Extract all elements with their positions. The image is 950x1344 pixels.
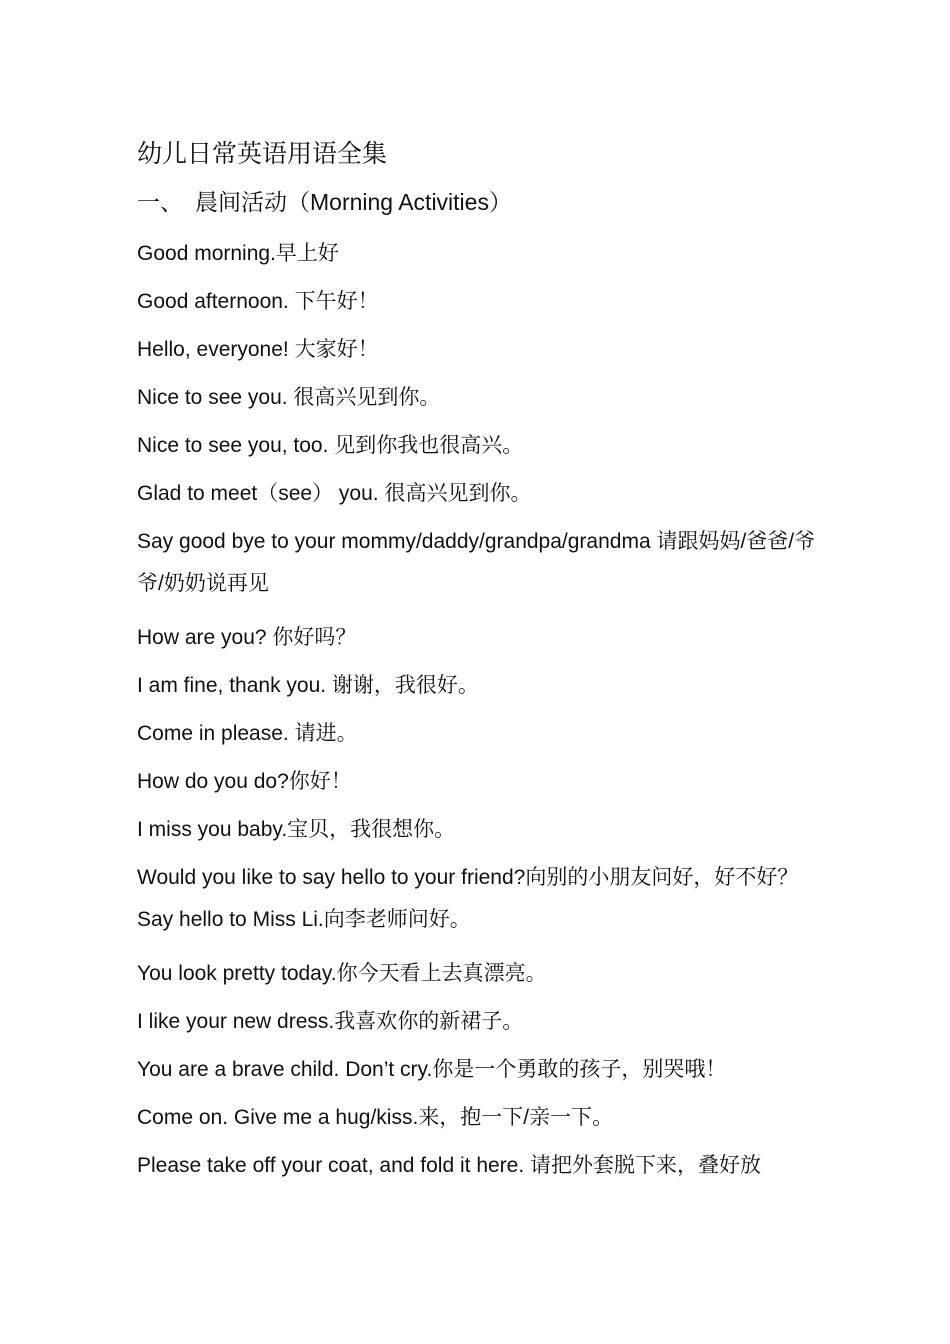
phrase-line: Good morning.早上好 xyxy=(137,242,339,265)
section-number: 一、 xyxy=(137,189,183,215)
phrase-line: You look pretty today.你今天看上去真漂亮。 xyxy=(137,962,547,985)
phrase-line: Nice to see you. 很高兴见到你。 xyxy=(137,386,441,409)
phrase-line: Hello, everyone! 大家好！ xyxy=(137,338,379,361)
phrase-line: Nice to see you, too. 见到你我也很高兴。 xyxy=(137,434,524,457)
phrase-line: Good afternoon. 下午好！ xyxy=(137,290,379,313)
phrase-line: Come on. Give me a hug/kiss.来，抱一下/亲一下。 xyxy=(137,1106,614,1129)
phrase-line-wrapped: Would you like to say hello to your friend?向别的小朋友问好，好不好？ Say hello to Miss Li.向李老师问好。 xyxy=(137,866,799,931)
phrase-line: I miss you baby.宝贝，我很想你。 xyxy=(137,818,456,841)
section-heading xyxy=(137,184,817,220)
phrase-line: I like your new dress.我喜欢你的新裙子。 xyxy=(137,1010,524,1033)
phrase-line: How do you do?你好！ xyxy=(137,770,352,793)
phrase-line: How are you? 你好吗？ xyxy=(137,626,357,649)
phrase-line: Please take off your coat, and fold it here. 请把外套脱下来，叠好放 xyxy=(137,1154,762,1177)
phrase-line-wrapped: Say good bye to your mommy/daddy/grandpa/grandma 请跟妈妈/爸爸/爷爷/奶奶说再见 xyxy=(137,530,816,595)
phrase-line: I am fine, thank you. 谢谢，我很好。 xyxy=(137,674,479,697)
document-body xyxy=(137,136,817,1190)
document-title: 幼儿日常英语用语全集 xyxy=(137,140,388,168)
phrase-line: Glad to meet（see） you. 很高兴见到你。 xyxy=(137,482,532,505)
phrase-line: Come in please. 请进。 xyxy=(137,722,358,745)
phrase-line: You are a brave child. Don’t cry.你是一个勇敢的孩子，别哭哦！ xyxy=(137,1058,727,1081)
section-title: 晨间活动（Morning Activities） xyxy=(195,189,512,215)
